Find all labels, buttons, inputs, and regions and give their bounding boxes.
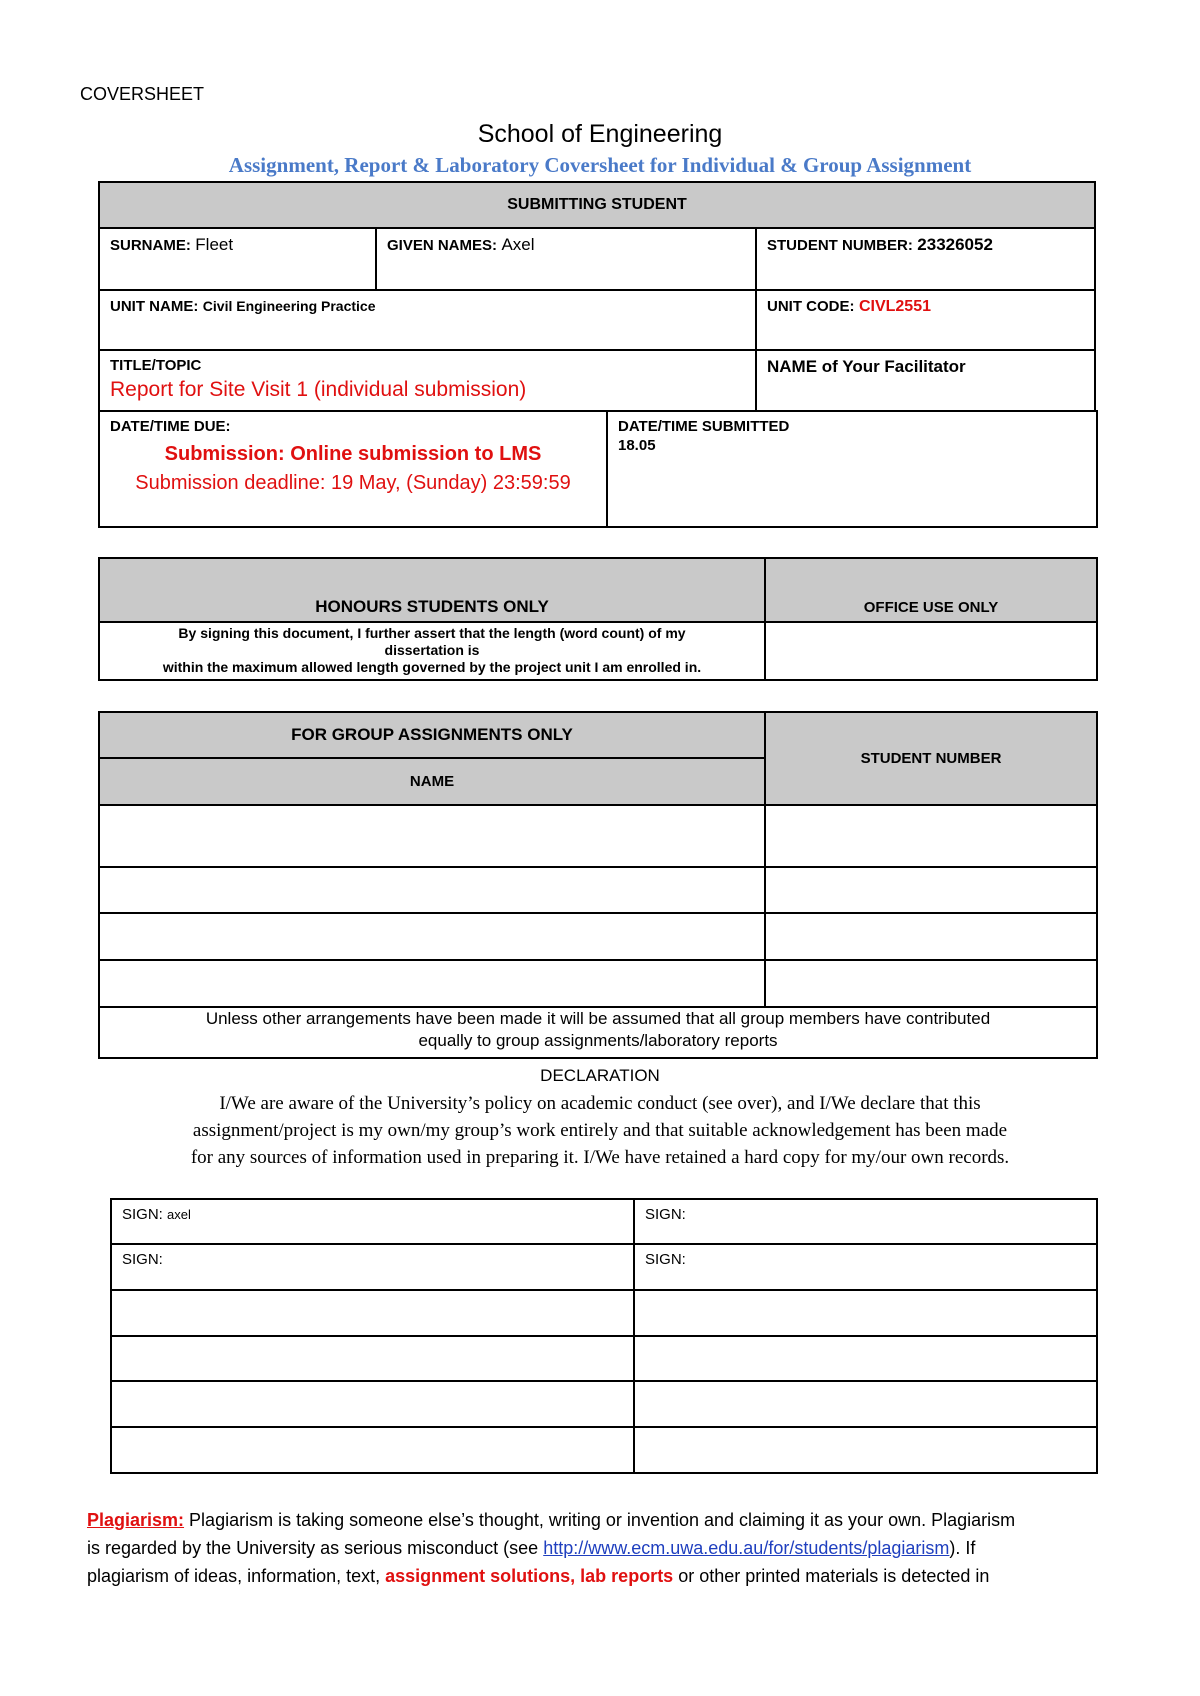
submitting-student-header: SUBMITTING STUDENT — [99, 182, 1095, 228]
due-deadline: Submission deadline: 19 May, (Sunday) 23:59:59 — [135, 472, 571, 494]
sign-cell[interactable] — [111, 1290, 634, 1336]
group-number-cell[interactable] — [765, 960, 1097, 1007]
honours-header: HONOURS STUDENTS ONLY — [99, 558, 765, 622]
unit-name-cell — [99, 290, 756, 350]
office-use-header: OFFICE USE ONLY — [765, 558, 1097, 622]
unit-code-value[interactable]: CIVL2551 — [858, 298, 931, 315]
date-time-submitted-value[interactable]: 18.05 — [618, 437, 656, 454]
coversheet-label: COVERSHEET — [80, 84, 205, 104]
student-number-value[interactable]: 23326052 — [917, 235, 993, 254]
sign-cell[interactable] — [634, 1290, 1097, 1336]
group-assignments-table — [98, 711, 1096, 1059]
student-number-cell — [756, 228, 1095, 290]
group-name-cell[interactable] — [99, 867, 765, 913]
sign-cell[interactable] — [111, 1381, 634, 1427]
plagiarism-label: Plagiarism: — [87, 1510, 185, 1530]
office-use-cell — [765, 622, 1097, 680]
sign-cell[interactable] — [634, 1244, 1097, 1290]
title-topic-cell — [99, 350, 756, 411]
sign-value: axel — [167, 1207, 191, 1222]
date-time-due-label: DATE/TIME DUE: — [110, 418, 231, 435]
sign-cell[interactable] — [111, 1427, 634, 1473]
given-names-label: GIVEN NAMES: — [387, 237, 498, 254]
sign-cell[interactable] — [634, 1199, 1097, 1244]
honours-statement: By signing this document, I further assert that the length (word count) of my dissertation is within the maximum allowed length governed by the project unit I am enrolled in. — [99, 622, 765, 680]
group-number-cell[interactable] — [765, 867, 1097, 913]
surname-cell — [99, 228, 376, 290]
plagiarism-highlight: assignment solutions, lab reports — [385, 1566, 674, 1586]
sign-cell[interactable] — [634, 1381, 1097, 1427]
due-submission-method: Submission: Online submission to LMS — [164, 443, 542, 465]
signature-table — [110, 1198, 1096, 1474]
group-student-number-header: STUDENT NUMBER — [765, 712, 1097, 805]
group-name-cell[interactable] — [99, 960, 765, 1007]
sign-cell[interactable] — [634, 1336, 1097, 1381]
sign-label: SIGN: — [122, 1251, 163, 1268]
group-header: FOR GROUP ASSIGNMENTS ONLY — [99, 712, 765, 758]
sign-label: SIGN: — [122, 1206, 163, 1223]
student-number-label: STUDENT NUMBER: — [767, 237, 913, 254]
surname-label: SURNAME: — [110, 237, 191, 254]
group-name-cell[interactable] — [99, 913, 765, 960]
given-names-value[interactable]: Axel — [501, 235, 535, 254]
school-title: School of Engineering — [477, 120, 723, 148]
sign-cell[interactable] — [111, 1244, 634, 1290]
date-time-due-cell — [99, 411, 607, 527]
surname-value[interactable]: Fleet — [195, 235, 234, 254]
facilitator-cell — [756, 350, 1095, 411]
sign-cell[interactable] — [111, 1199, 634, 1244]
unit-name-label: UNIT NAME: — [110, 298, 199, 315]
group-contribution-note: Unless other arrangements have been made it will be assumed that all group members have contributed equally to group assignments/laboratory reports — [99, 1007, 1097, 1058]
given-names-cell — [376, 228, 756, 290]
group-number-cell[interactable] — [765, 913, 1097, 960]
coversheet-subtitle: Assignment, Report & Laboratory Coversheet for Individual & Group Assignment — [228, 153, 972, 177]
title-topic-value[interactable]: Report for Site Visit 1 (individual submission) — [110, 378, 527, 401]
date-time-submitted-cell — [607, 411, 1097, 527]
honours-table — [98, 557, 1096, 681]
group-number-cell[interactable] — [765, 805, 1097, 867]
unit-code-label: UNIT CODE: — [767, 298, 855, 315]
title-topic-label: TITLE/TOPIC — [110, 357, 202, 374]
sign-cell[interactable] — [111, 1336, 634, 1381]
facilitator-label: NAME of Your Facilitator — [767, 357, 966, 376]
group-name-header: NAME — [99, 758, 765, 805]
plagiarism-paragraph: Plagiarism: Plagiarism is taking someone else’s thought, writing or invention and claiming it as your own. Plagiarism is regarded by the University as serious misconduct (see http://www.ecm.uwa.edu.au/for/students/plagiarism). If plagiarism of ideas, information, text, assignment solutions, lab reports or other printed materials is detected in — [87, 1510, 1016, 1586]
date-time-submitted-label: DATE/TIME SUBMITTED — [618, 418, 790, 435]
sign-label: SIGN: — [645, 1206, 686, 1223]
sign-label: SIGN: — [645, 1251, 686, 1268]
declaration-heading: DECLARATION — [540, 1066, 660, 1085]
unit-code-cell — [756, 290, 1095, 350]
declaration-text: I/We are aware of the University’s policy on academic conduct (see over), and I/We declare that this assignment/project is my own/my group’s work entirely and that suitable acknowledgement has been made for any sources of information used in preparing it. I/We have retained a hard copy for my/our own records. — [190, 1093, 1010, 1168]
unit-name-value[interactable]: Civil Engineering Practice — [202, 298, 376, 314]
plagiarism-policy-link[interactable]: http://www.ecm.uwa.edu.au/for/students/plagiarism — [543, 1538, 950, 1558]
submitting-student-table — [98, 181, 1096, 528]
sign-cell[interactable] — [634, 1427, 1097, 1473]
group-name-cell[interactable] — [99, 805, 765, 867]
